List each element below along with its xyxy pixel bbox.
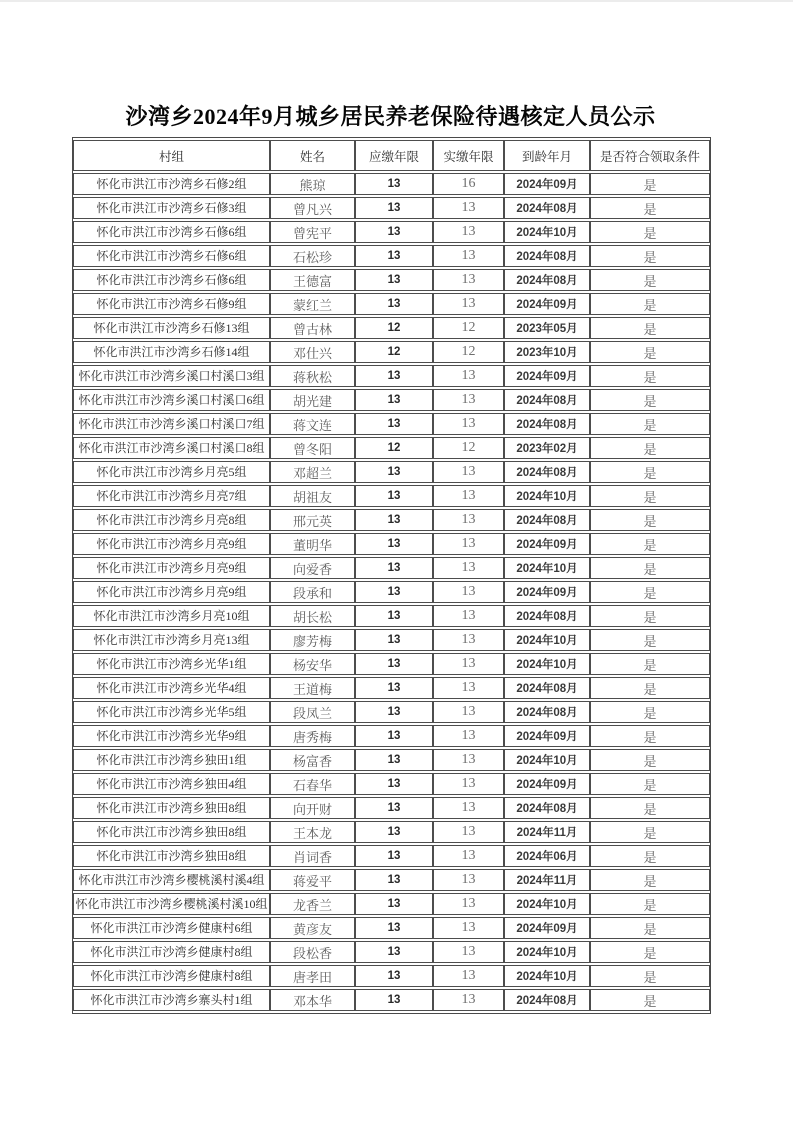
cell-village: 怀化市洪江市沙湾乡月亮5组 (73, 461, 270, 483)
cell-name: 蒋爱平 (270, 869, 355, 891)
cell-years_due: 13 (355, 605, 433, 627)
cell-age_month: 2024年09月 (504, 365, 590, 387)
cell-village: 怀化市洪江市沙湾乡月亮7组 (73, 485, 270, 507)
cell-years_paid: 13 (433, 533, 504, 555)
cell-age_month: 2023年05月 (504, 317, 590, 339)
cell-name: 胡光建 (270, 389, 355, 411)
cell-name: 唐秀梅 (270, 725, 355, 747)
cell-years_paid: 13 (433, 749, 504, 771)
cell-village: 怀化市洪江市沙湾乡独田4组 (73, 773, 270, 795)
cell-age_month: 2024年11月 (504, 869, 590, 891)
cell-years_paid: 13 (433, 965, 504, 987)
cell-years_due: 13 (355, 773, 433, 795)
cell-name: 胡祖友 (270, 485, 355, 507)
cell-name: 胡长松 (270, 605, 355, 627)
table-row (73, 269, 710, 291)
cell-eligible: 是 (590, 701, 710, 723)
cell-village: 怀化市洪江市沙湾乡月亮8组 (73, 509, 270, 531)
cell-village: 怀化市洪江市沙湾乡独田8组 (73, 845, 270, 867)
cell-age_month: 2024年10月 (504, 653, 590, 675)
cell-name: 廖芳梅 (270, 629, 355, 651)
table-body (73, 173, 710, 1011)
table-row (73, 461, 710, 483)
column-header-years_paid: 实缴年限 (433, 140, 504, 171)
cell-village: 怀化市洪江市沙湾乡月亮10组 (73, 605, 270, 627)
cell-years_due: 13 (355, 533, 433, 555)
cell-age_month: 2024年09月 (504, 293, 590, 315)
cell-name: 曾凡兴 (270, 197, 355, 219)
cell-years_paid: 13 (433, 773, 504, 795)
table-row (73, 749, 710, 771)
cell-name: 黄彦友 (270, 917, 355, 939)
cell-age_month: 2024年09月 (504, 773, 590, 795)
cell-age_month: 2024年10月 (504, 557, 590, 579)
cell-name: 唐孝田 (270, 965, 355, 987)
cell-years_due: 13 (355, 173, 433, 195)
table-row (73, 437, 710, 459)
cell-name: 蒙红兰 (270, 293, 355, 315)
cell-name: 曾冬阳 (270, 437, 355, 459)
cell-name: 王德富 (270, 269, 355, 291)
cell-name: 向爱香 (270, 557, 355, 579)
cell-years_paid: 13 (433, 389, 504, 411)
cell-age_month: 2024年08月 (504, 509, 590, 531)
cell-years_due: 13 (355, 653, 433, 675)
cell-years_paid: 13 (433, 413, 504, 435)
pension-eligibility-table (72, 137, 711, 1014)
table-row (73, 917, 710, 939)
cell-years_due: 13 (355, 701, 433, 723)
cell-eligible: 是 (590, 821, 710, 843)
cell-village: 怀化市洪江市沙湾乡光华1组 (73, 653, 270, 675)
cell-eligible: 是 (590, 893, 710, 915)
cell-years_paid: 13 (433, 461, 504, 483)
table-row (73, 365, 710, 387)
cell-years_due: 13 (355, 629, 433, 651)
column-header-eligible: 是否符合领取条件 (590, 140, 710, 171)
cell-village: 怀化市洪江市沙湾乡健康村6组 (73, 917, 270, 939)
cell-eligible: 是 (590, 365, 710, 387)
cell-years_paid: 13 (433, 653, 504, 675)
cell-years_due: 13 (355, 797, 433, 819)
cell-years_due: 13 (355, 557, 433, 579)
cell-name: 邢元英 (270, 509, 355, 531)
cell-age_month: 2024年10月 (504, 965, 590, 987)
table-row (73, 413, 710, 435)
table-row (73, 509, 710, 531)
table-row (73, 557, 710, 579)
cell-eligible: 是 (590, 581, 710, 603)
cell-name: 熊琼 (270, 173, 355, 195)
page-title: 沙湾乡2024年9月城乡居民养老保险待遇核定人员公示 (125, 104, 656, 129)
cell-years_paid: 13 (433, 605, 504, 627)
table-row (73, 773, 710, 795)
cell-years_paid: 16 (433, 173, 504, 195)
cell-eligible: 是 (590, 293, 710, 315)
table-row (73, 965, 710, 987)
cell-age_month: 2024年08月 (504, 701, 590, 723)
cell-years_due: 13 (355, 989, 433, 1011)
cell-years_paid: 13 (433, 581, 504, 603)
table-row (73, 245, 710, 267)
cell-age_month: 2024年09月 (504, 917, 590, 939)
cell-village: 怀化市洪江市沙湾乡健康村8组 (73, 965, 270, 987)
table-row (73, 605, 710, 627)
cell-name: 蒋秋松 (270, 365, 355, 387)
cell-years_due: 13 (355, 221, 433, 243)
cell-years_paid: 13 (433, 701, 504, 723)
cell-village: 怀化市洪江市沙湾乡樱桃溪村溪10组 (73, 893, 270, 915)
cell-name: 邓仕兴 (270, 341, 355, 363)
cell-age_month: 2024年08月 (504, 413, 590, 435)
cell-years_paid: 13 (433, 845, 504, 867)
cell-years_due: 13 (355, 509, 433, 531)
cell-name: 段松香 (270, 941, 355, 963)
cell-eligible: 是 (590, 965, 710, 987)
cell-name: 曾古林 (270, 317, 355, 339)
cell-age_month: 2023年10月 (504, 341, 590, 363)
cell-name: 董明华 (270, 533, 355, 555)
cell-name: 王道梅 (270, 677, 355, 699)
cell-years_paid: 13 (433, 917, 504, 939)
cell-village: 怀化市洪江市沙湾乡石修3组 (73, 197, 270, 219)
table-row (73, 989, 710, 1011)
cell-years_due: 12 (355, 437, 433, 459)
cell-eligible: 是 (590, 557, 710, 579)
cell-village: 怀化市洪江市沙湾乡月亮13组 (73, 629, 270, 651)
cell-name: 段凤兰 (270, 701, 355, 723)
table-header-row (73, 140, 710, 171)
table-row (73, 293, 710, 315)
cell-years_paid: 13 (433, 293, 504, 315)
table-row (73, 485, 710, 507)
cell-years_paid: 13 (433, 269, 504, 291)
cell-age_month: 2024年10月 (504, 749, 590, 771)
cell-eligible: 是 (590, 773, 710, 795)
cell-years_due: 13 (355, 941, 433, 963)
cell-name: 王本龙 (270, 821, 355, 843)
cell-eligible: 是 (590, 173, 710, 195)
cell-village: 怀化市洪江市沙湾乡石修13组 (73, 317, 270, 339)
table-row (73, 893, 710, 915)
cell-years_paid: 13 (433, 509, 504, 531)
cell-years_due: 13 (355, 413, 433, 435)
cell-village: 怀化市洪江市沙湾乡独田8组 (73, 821, 270, 843)
cell-years_due: 13 (355, 389, 433, 411)
cell-years_paid: 13 (433, 677, 504, 699)
cell-eligible: 是 (590, 605, 710, 627)
cell-eligible: 是 (590, 797, 710, 819)
cell-years_paid: 12 (433, 341, 504, 363)
table-row (73, 701, 710, 723)
table-row (73, 725, 710, 747)
cell-eligible: 是 (590, 629, 710, 651)
cell-years_paid: 12 (433, 317, 504, 339)
cell-years_due: 13 (355, 365, 433, 387)
cell-age_month: 2024年08月 (504, 245, 590, 267)
column-header-age_month: 到龄年月 (504, 140, 590, 171)
cell-name: 邓超兰 (270, 461, 355, 483)
cell-name: 段承和 (270, 581, 355, 603)
cell-years_due: 13 (355, 677, 433, 699)
table-row (73, 629, 710, 651)
cell-years_paid: 13 (433, 725, 504, 747)
table-row (73, 389, 710, 411)
cell-years_due: 12 (355, 341, 433, 363)
cell-village: 怀化市洪江市沙湾乡月亮9组 (73, 557, 270, 579)
cell-years_paid: 13 (433, 557, 504, 579)
cell-name: 邓本华 (270, 989, 355, 1011)
cell-age_month: 2023年02月 (504, 437, 590, 459)
cell-village: 怀化市洪江市沙湾乡石修2组 (73, 173, 270, 195)
cell-age_month: 2024年08月 (504, 197, 590, 219)
cell-village: 怀化市洪江市沙湾乡石修14组 (73, 341, 270, 363)
cell-village: 怀化市洪江市沙湾乡溪口村溪口6组 (73, 389, 270, 411)
cell-age_month: 2024年08月 (504, 389, 590, 411)
cell-age_month: 2024年08月 (504, 269, 590, 291)
cell-village: 怀化市洪江市沙湾乡光华4组 (73, 677, 270, 699)
table-row (73, 173, 710, 195)
column-header-village: 村组 (73, 140, 270, 171)
cell-eligible: 是 (590, 413, 710, 435)
cell-eligible: 是 (590, 197, 710, 219)
cell-years_due: 13 (355, 749, 433, 771)
table-row (73, 797, 710, 819)
table-row (73, 653, 710, 675)
cell-name: 石春华 (270, 773, 355, 795)
cell-years_due: 13 (355, 245, 433, 267)
cell-village: 怀化市洪江市沙湾乡月亮9组 (73, 533, 270, 555)
cell-years_paid: 13 (433, 245, 504, 267)
table-row (73, 581, 710, 603)
cell-years_due: 13 (355, 869, 433, 891)
table-row (73, 317, 710, 339)
cell-years_due: 13 (355, 845, 433, 867)
cell-years_paid: 13 (433, 485, 504, 507)
cell-village: 怀化市洪江市沙湾乡溪口村溪口3组 (73, 365, 270, 387)
cell-village: 怀化市洪江市沙湾乡独田1组 (73, 749, 270, 771)
cell-name: 向开财 (270, 797, 355, 819)
cell-village: 怀化市洪江市沙湾乡石修6组 (73, 221, 270, 243)
column-header-name: 姓名 (270, 140, 355, 171)
cell-village: 怀化市洪江市沙湾乡石修9组 (73, 293, 270, 315)
cell-age_month: 2024年10月 (504, 221, 590, 243)
cell-age_month: 2024年08月 (504, 677, 590, 699)
cell-age_month: 2024年09月 (504, 173, 590, 195)
cell-eligible: 是 (590, 245, 710, 267)
cell-eligible: 是 (590, 341, 710, 363)
table-header (73, 140, 710, 171)
cell-village: 怀化市洪江市沙湾乡溪口村溪口8组 (73, 437, 270, 459)
cell-years_paid: 13 (433, 941, 504, 963)
cell-years_paid: 13 (433, 893, 504, 915)
cell-years_paid: 13 (433, 989, 504, 1011)
cell-eligible: 是 (590, 749, 710, 771)
cell-village: 怀化市洪江市沙湾乡石修6组 (73, 245, 270, 267)
cell-years_due: 13 (355, 293, 433, 315)
cell-name: 肖词香 (270, 845, 355, 867)
table-row (73, 221, 710, 243)
cell-age_month: 2024年11月 (504, 821, 590, 843)
cell-years_paid: 13 (433, 797, 504, 819)
cell-age_month: 2024年06月 (504, 845, 590, 867)
cell-name: 龙香兰 (270, 893, 355, 915)
cell-years_paid: 13 (433, 197, 504, 219)
cell-age_month: 2024年10月 (504, 941, 590, 963)
cell-years_paid: 13 (433, 365, 504, 387)
cell-years_due: 13 (355, 269, 433, 291)
cell-age_month: 2024年08月 (504, 461, 590, 483)
cell-age_month: 2024年10月 (504, 485, 590, 507)
cell-eligible: 是 (590, 533, 710, 555)
cell-name: 曾宪平 (270, 221, 355, 243)
page-top-edge (0, 0, 793, 2)
cell-eligible: 是 (590, 461, 710, 483)
cell-years_due: 13 (355, 821, 433, 843)
cell-years_due: 13 (355, 461, 433, 483)
table-row (73, 845, 710, 867)
cell-eligible: 是 (590, 221, 710, 243)
cell-name: 杨富香 (270, 749, 355, 771)
cell-name: 蒋文连 (270, 413, 355, 435)
cell-village: 怀化市洪江市沙湾乡寨头村1组 (73, 989, 270, 1011)
cell-eligible: 是 (590, 941, 710, 963)
table-row (73, 341, 710, 363)
cell-years_paid: 13 (433, 221, 504, 243)
cell-eligible: 是 (590, 725, 710, 747)
cell-village: 怀化市洪江市沙湾乡健康村8组 (73, 941, 270, 963)
cell-age_month: 2024年09月 (504, 725, 590, 747)
table-row (73, 821, 710, 843)
column-header-years_due: 应缴年限 (355, 140, 433, 171)
cell-village: 怀化市洪江市沙湾乡溪口村溪口7组 (73, 413, 270, 435)
cell-years_due: 13 (355, 485, 433, 507)
cell-age_month: 2024年10月 (504, 629, 590, 651)
cell-years_due: 13 (355, 197, 433, 219)
cell-village: 怀化市洪江市沙湾乡石修6组 (73, 269, 270, 291)
cell-village: 怀化市洪江市沙湾乡独田8组 (73, 797, 270, 819)
cell-age_month: 2024年08月 (504, 797, 590, 819)
cell-eligible: 是 (590, 269, 710, 291)
cell-years_due: 12 (355, 317, 433, 339)
cell-eligible: 是 (590, 677, 710, 699)
cell-village: 怀化市洪江市沙湾乡樱桃溪村溪4组 (73, 869, 270, 891)
cell-eligible: 是 (590, 437, 710, 459)
cell-eligible: 是 (590, 653, 710, 675)
cell-eligible: 是 (590, 317, 710, 339)
table-row (73, 533, 710, 555)
cell-years_paid: 13 (433, 869, 504, 891)
cell-years_due: 13 (355, 725, 433, 747)
cell-years_paid: 13 (433, 629, 504, 651)
cell-village: 怀化市洪江市沙湾乡光华9组 (73, 725, 270, 747)
cell-years_paid: 13 (433, 821, 504, 843)
table-row (73, 677, 710, 699)
cell-age_month: 2024年10月 (504, 893, 590, 915)
cell-eligible: 是 (590, 485, 710, 507)
cell-eligible: 是 (590, 845, 710, 867)
cell-name: 石松珍 (270, 245, 355, 267)
table-row (73, 197, 710, 219)
cell-years_due: 13 (355, 581, 433, 603)
table-row (73, 869, 710, 891)
cell-village: 怀化市洪江市沙湾乡光华5组 (73, 701, 270, 723)
cell-village: 怀化市洪江市沙湾乡月亮9组 (73, 581, 270, 603)
cell-eligible: 是 (590, 869, 710, 891)
table-row (73, 941, 710, 963)
cell-age_month: 2024年09月 (504, 581, 590, 603)
cell-age_month: 2024年08月 (504, 989, 590, 1011)
cell-name: 杨安华 (270, 653, 355, 675)
cell-eligible: 是 (590, 389, 710, 411)
cell-years_due: 13 (355, 893, 433, 915)
cell-eligible: 是 (590, 509, 710, 531)
cell-eligible: 是 (590, 917, 710, 939)
cell-years_due: 13 (355, 965, 433, 987)
cell-age_month: 2024年09月 (504, 533, 590, 555)
cell-years_paid: 12 (433, 437, 504, 459)
cell-years_due: 13 (355, 917, 433, 939)
cell-eligible: 是 (590, 989, 710, 1011)
cell-age_month: 2024年08月 (504, 605, 590, 627)
